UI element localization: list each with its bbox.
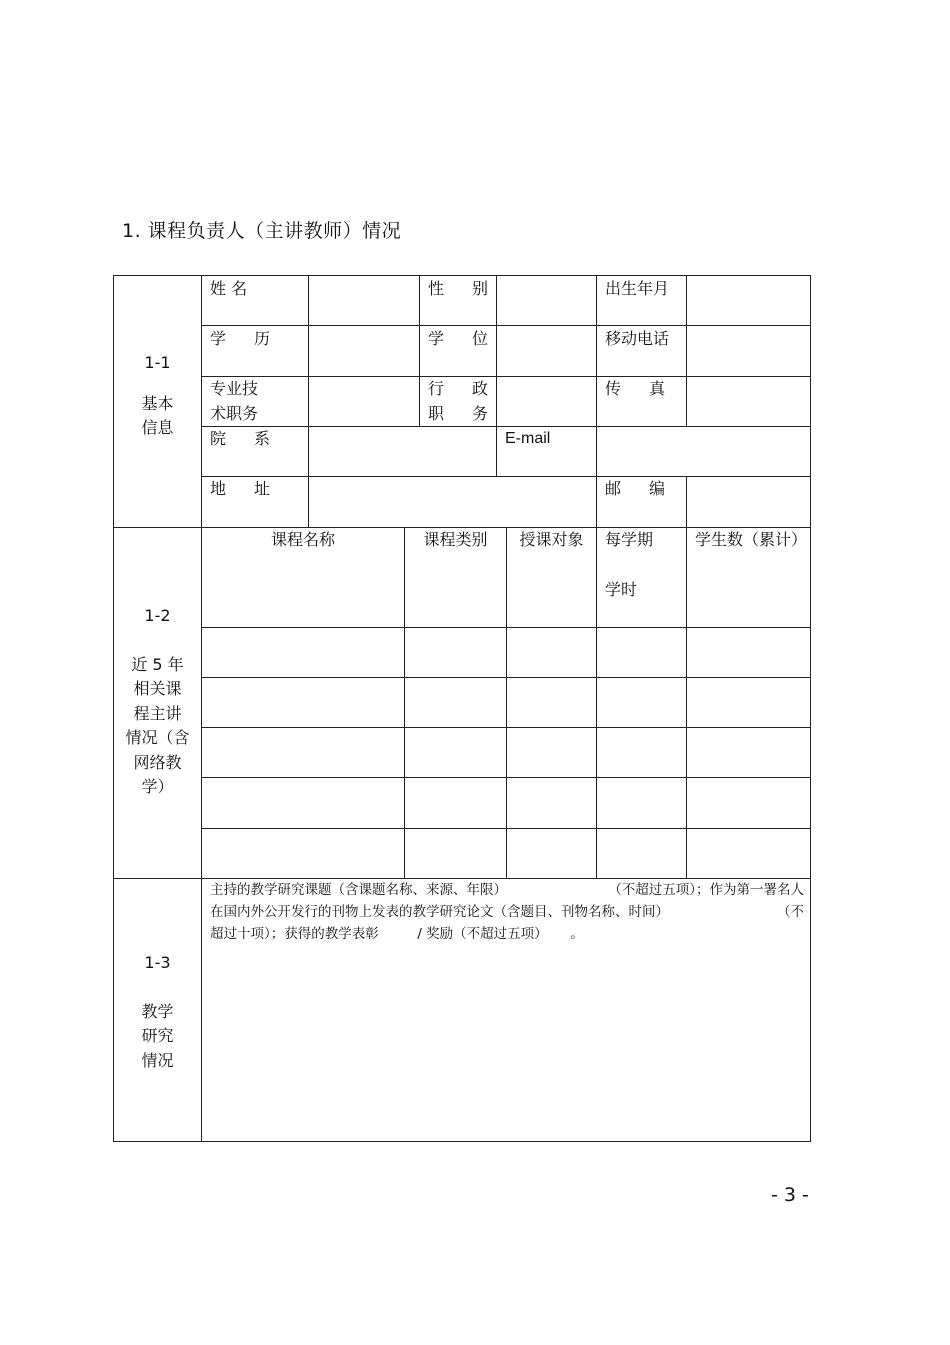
page-number: - 3 - (771, 1184, 809, 1206)
divider (201, 325, 810, 326)
label-postcode: 邮 编 (605, 479, 665, 498)
label-fax: 传 真 (605, 379, 665, 398)
label-address: 地 址 (210, 479, 270, 498)
label-email: E-mail (505, 430, 551, 447)
section-heading: 1. 课程负责人（主讲教师）情况 (122, 220, 402, 242)
divider (686, 476, 687, 527)
divider (686, 527, 687, 878)
label-department: 院 系 (210, 429, 270, 448)
section-1-2-label: 1-2 近 5 年 相关课 程主讲 情况（含 网络教 学） (125, 606, 190, 796)
header-course-name: 课程名称 (270, 530, 335, 549)
divider (506, 527, 507, 878)
label-mobile: 移动电话 (605, 329, 670, 348)
label-birth: 出生年月 (605, 279, 670, 298)
label-admin-post: 行 政 职 务 (428, 379, 488, 423)
label-professional-title: 专业技 术职务 (210, 379, 259, 423)
research-note: 主持的教学研究课题（含课题名称、来源、年限） （不超过五项）；作为第一署名人 在国内外公开发行的刊物上发表的教学研究论文（含题目、刊物名称、时间） （不 超过十项）；获得的教学表彰 / 奖励（不超过五项） 。 (210, 882, 804, 942)
header-course-type: 课程类别 (423, 530, 488, 549)
teacher-info-form (113, 275, 811, 1142)
label-gender: 性 别 (428, 279, 488, 298)
divider (686, 276, 687, 426)
label-name: 姓 名 (210, 279, 248, 298)
divider (201, 476, 810, 477)
divider (404, 527, 405, 878)
label-degree: 学 位 (428, 329, 488, 348)
header-student-count: 学生数（累计） (695, 530, 808, 549)
header-hours-per-term: 每学期 学时 (605, 530, 654, 599)
label-education: 学 历 (210, 329, 270, 348)
divider (308, 276, 309, 527)
section-1-1-label: 1-1 基本 信息 (141, 353, 174, 437)
section-1-3-label: 1-3 教学 研究 情况 (141, 953, 174, 1070)
header-audience: 授课对象 (519, 530, 584, 549)
